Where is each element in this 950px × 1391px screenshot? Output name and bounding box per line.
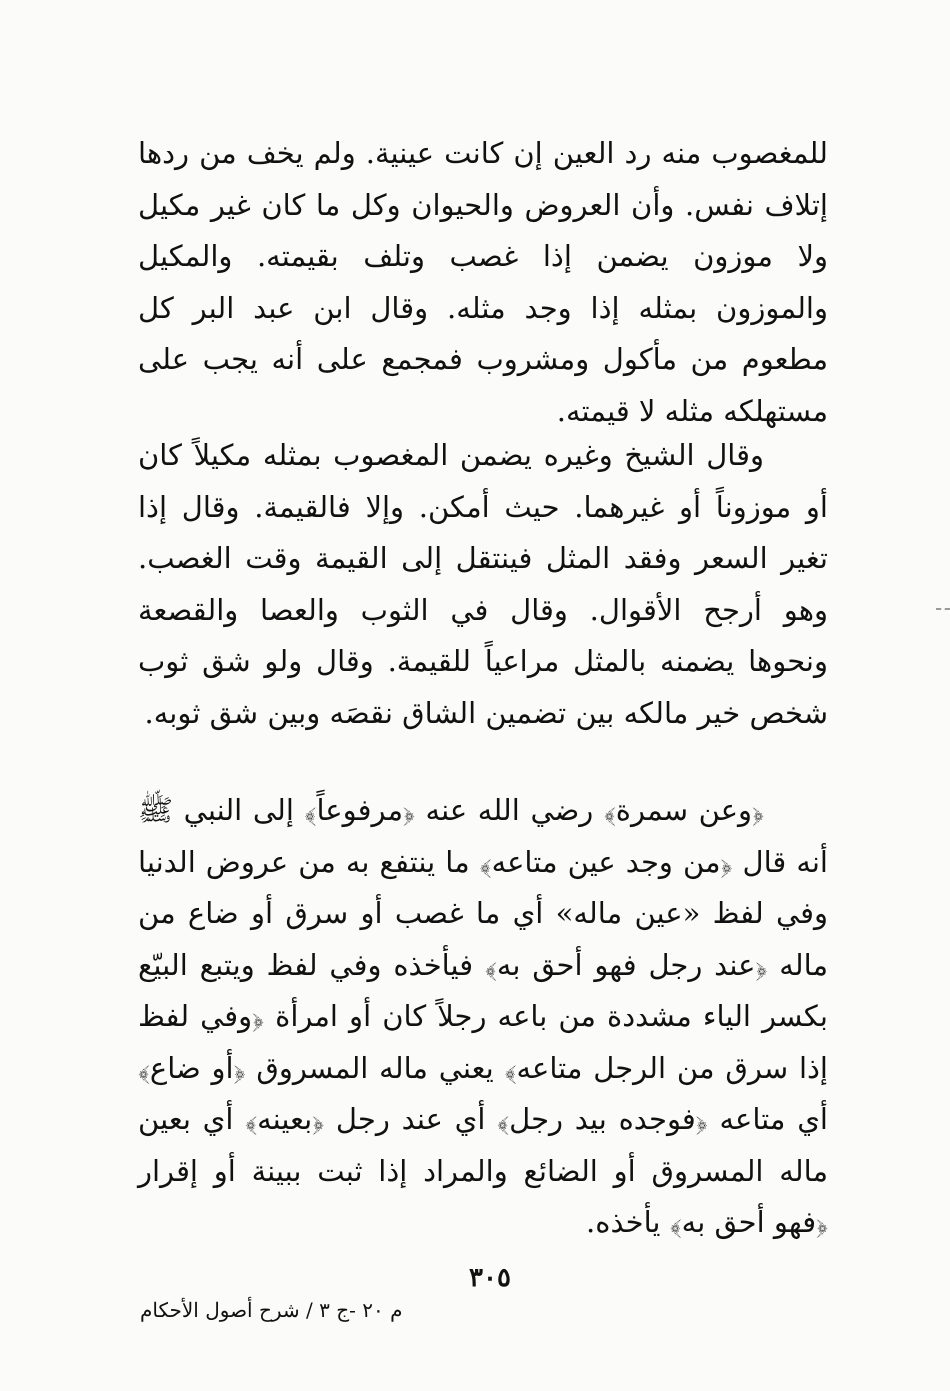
paragraph-3: ﴿وعن سمرة﴾ رضي الله عنه ﴿مرفوعاً﴾ إلى النبي ﷺ أنه قال ﴿من وجد عين متاعه﴾ ما ينتفع به من عروض الدنيا وفي لفظ «عين ماله» أي ما غصب أو سرق أو ضاع من ماله ﴿عند رجل فهو أحق به﴾ فيأخذه وفي لفظ ويتبع البيّع بكسر الياء مشددة من باعه رجلاً كان أو امرأة ﴿وفي لفظ إذا سرق من الرجل متاعه﴾ يعني ماله المسروق ﴿أو ضاع﴾ أي متاعه ﴿فوجده بيد رجل﴾ أي عند رجل ﴿بعينه﴾ أي بعين ماله المسروق أو الضائع والمراد إذا ثبت ببينة أو إقرار ﴿فهو أحق به﴾ يأخذه. — [138, 793, 828, 1239]
page-edge-mark — [936, 608, 950, 610]
page-number: ٣٠٥ — [469, 1263, 511, 1293]
paragraph-2: وقال الشيخ وغيره يضمن المغصوب بمثله مكيلاً كان أو موزوناً أو غيرهما. حيث أمكن. وإلا فالقيمة. وقال إذا تغير السعر وفقد المثل فينتقل إلى القيمة وقت الغصب. وهو أرجح الأقوال. وقال في الثوب والعصا والقصعة ونحوها يضمنه بالمثل مراعياً للقيمة. وقال ولو شق ثوب شخص خير مالكه بين تضمين الشاق نقصَه وبين شق ثوبه. — [138, 438, 828, 730]
paragraph-1: للمغصوب منه رد العين إن كانت عينية. ولم يخف من ردها إتلاف نفس. وأن العروض والحيوان وكل ما كان غير مكيل ولا موزون يضمن إذا غصب وتلف بقيمته. والمكيل والموزون بمثله إذا وجد مثله. وقال ابن عبد البر كل مطعوم من مأكول ومشروب فمجمع على أنه يجب على مستهلكه مثله لا قيمته. — [138, 136, 828, 428]
footer-signature: م ٢٠ -ج ٣ / شرح أصول الأحكام — [140, 1298, 403, 1322]
